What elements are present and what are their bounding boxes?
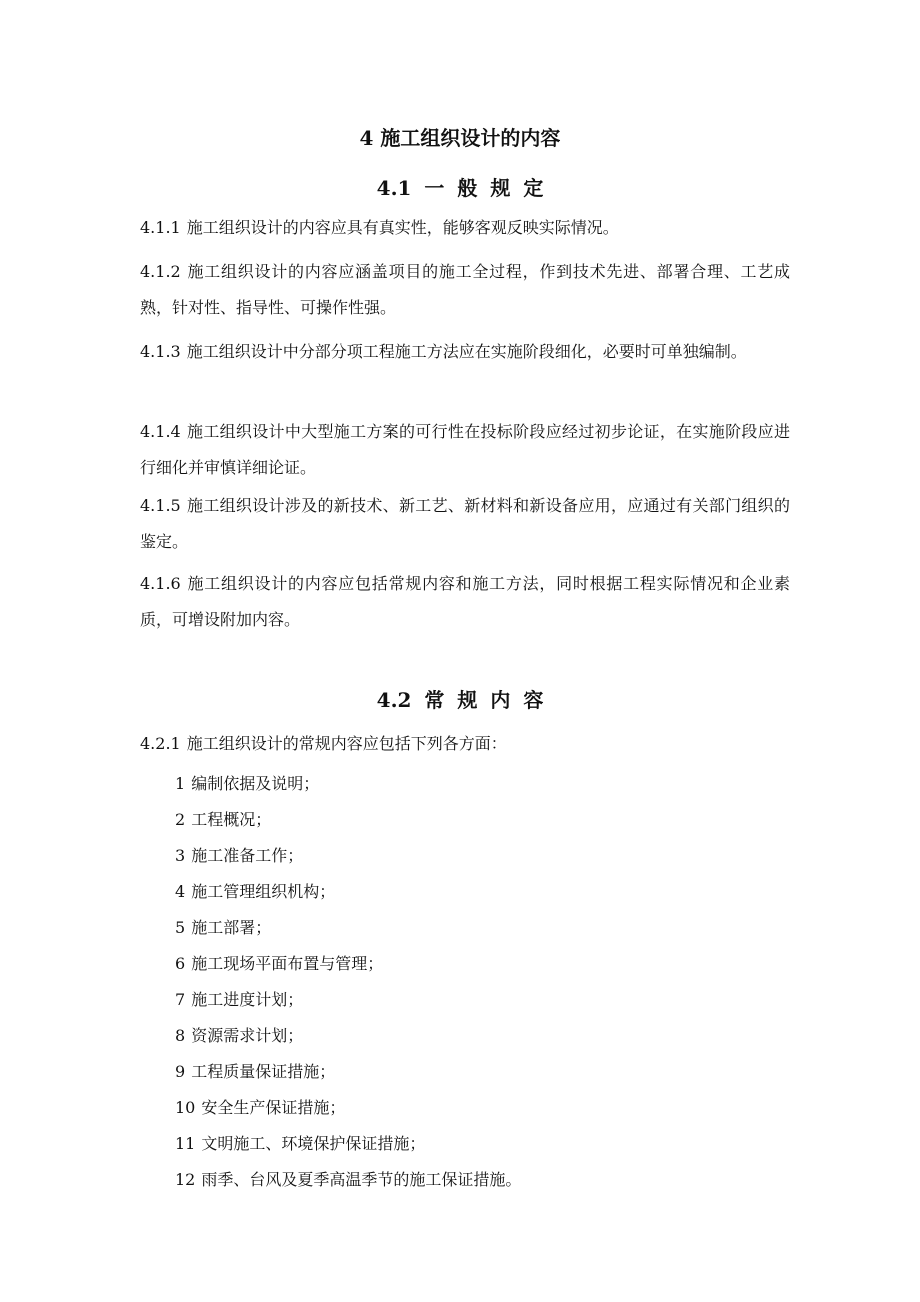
list-item (175, 1090, 775, 1126)
clause-number: 4.1.2 (140, 262, 181, 281)
item-text: 安全生产保证措施； (201, 1098, 346, 1117)
clause-number: 4.1.4 (140, 422, 181, 441)
clause-text: 施工组织设计的内容应包括常规内容和施工方法，同时根据工程实际情况和企业素质，可增设附加内容。 (140, 574, 790, 629)
item-number: 1 (175, 774, 186, 793)
clause-text: 施工组织设计涉及的新技术、新工艺、新材料和新设备应用，应通过有关部门组织的鉴定。 (140, 496, 790, 551)
item-text: 施工部署； (191, 918, 272, 937)
list-item (175, 766, 775, 802)
item-number: 8 (175, 1026, 186, 1045)
clause-text: 施工组织设计的常规内容应包括下列各方面： (186, 734, 507, 753)
list-item (175, 838, 775, 874)
item-text: 施工管理组织机构； (191, 882, 336, 901)
clause-4-2-1 (140, 726, 790, 762)
item-text: 工程质量保证措施； (191, 1062, 336, 1081)
clause-4-1-5 (140, 488, 790, 560)
content-list (175, 766, 775, 1198)
clause-number: 4.2.1 (140, 734, 181, 753)
clause-text: 施工组织设计中大型施工方案的可行性在投标阶段应经过初步论证，在实施阶段应进行细化并审慎详细论证。 (140, 422, 790, 477)
item-text: 工程概况； (191, 810, 272, 829)
clause-number: 4.1.6 (140, 574, 181, 593)
clause-number: 4.1.3 (140, 342, 181, 361)
list-item (175, 802, 775, 838)
item-number: 5 (175, 918, 186, 937)
item-text: 施工准备工作； (191, 846, 304, 865)
clause-4-1-4 (140, 414, 790, 486)
section-title-4-2: 4.2 常 规 内 容 (376, 688, 544, 712)
clause-number: 4.1.5 (140, 496, 181, 515)
item-text: 编制依据及说明； (191, 774, 320, 793)
item-text: 资源需求计划； (191, 1026, 304, 1045)
item-number: 7 (175, 990, 186, 1009)
clause-text: 施工组织设计中分部分项工程施工方法应在实施阶段细化，必要时可单独编制。 (186, 342, 747, 361)
item-number: 10 (175, 1098, 196, 1117)
clause-4-1-2 (140, 254, 790, 326)
list-item (175, 1054, 775, 1090)
clause-number: 4.1.1 (140, 218, 181, 237)
item-number: 2 (175, 810, 186, 829)
list-item (175, 982, 775, 1018)
item-number: 9 (175, 1062, 186, 1081)
list-item (175, 1126, 775, 1162)
clause-text: 施工组织设计的内容应涵盖项目的施工全过程，作到技术先进、部署合理、工艺成熟，针对性、指导性、可操作性强。 (140, 262, 790, 317)
list-item (175, 946, 775, 982)
clause-text: 施工组织设计的内容应具有真实性，能够客观反映实际情况。 (186, 218, 619, 237)
list-item (175, 874, 775, 910)
item-number: 12 (175, 1170, 196, 1189)
item-number: 3 (175, 846, 186, 865)
clause-4-1-1 (140, 210, 790, 246)
list-item (175, 1018, 775, 1054)
item-number: 11 (175, 1134, 196, 1153)
clause-4-1-6 (140, 566, 790, 638)
item-number: 6 (175, 954, 186, 973)
item-text: 施工进度计划； (191, 990, 304, 1009)
list-item (175, 910, 775, 946)
item-text: 施工现场平面布置与管理； (191, 954, 384, 973)
item-text: 文明施工、环境保护保证措施； (201, 1134, 426, 1153)
chapter-title: 4 施工组织设计的内容 (359, 126, 561, 150)
item-number: 4 (175, 882, 186, 901)
list-item (175, 1162, 775, 1198)
clause-4-1-3 (140, 334, 790, 370)
section-title-4-1: 4.1 一 般 规 定 (376, 176, 544, 200)
item-text: 雨季、台风及夏季高温季节的施工保证措施。 (201, 1170, 522, 1189)
